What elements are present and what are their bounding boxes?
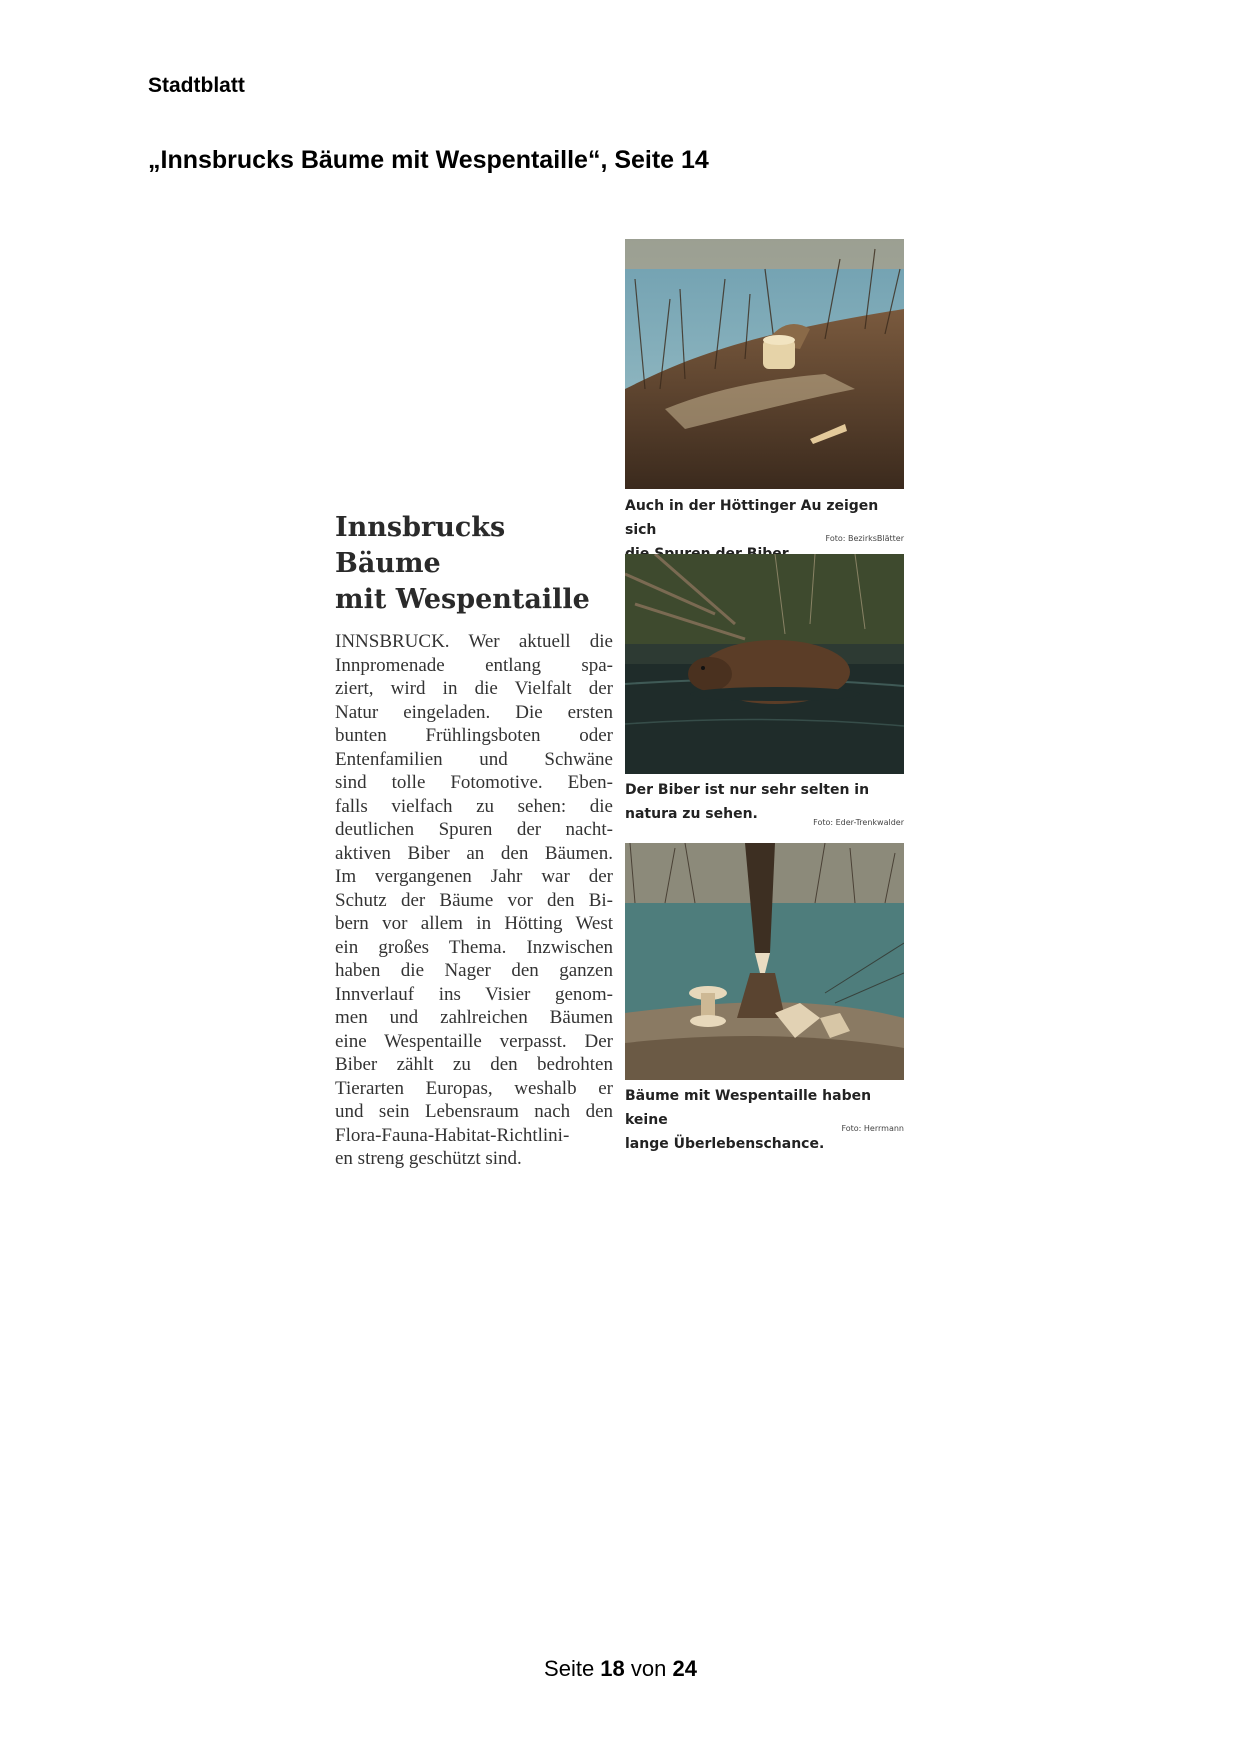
body-line: bunten Frühlingsboten oder (335, 725, 613, 746)
body-line: en streng geschützt sind. (335, 1148, 522, 1169)
headline-line: Innsbrucks Bäume (335, 512, 506, 579)
total-page-count: 24 (672, 1656, 697, 1681)
caption-line: lange Überlebenschance. (625, 1136, 825, 1152)
body-line: sind tolle Fotomotive. Eben- (335, 772, 613, 793)
current-page-number: 18 (600, 1656, 625, 1681)
page-footer (0, 1656, 1241, 1682)
photo-caption (625, 494, 904, 546)
body-line: Tierarten Europas, weshalb er (335, 1077, 613, 1099)
caption-line: Auch in der Höttinger Au zeigen sich (625, 498, 879, 538)
photo-beaver (625, 554, 904, 774)
body-line: und sein Lebensraum nach den (335, 1101, 613, 1122)
headline-line: mit Wespentaille (335, 584, 590, 615)
body-line: men und zahlreichen Bäumen (335, 1007, 613, 1028)
body-line: Entenfamilien und Schwäne (335, 748, 613, 770)
body-line: INNSBRUCK. Wer aktuell die (335, 631, 613, 652)
photo-credit: Foto: Herrmann (841, 1124, 904, 1133)
footer-prefix: Seite (544, 1656, 601, 1681)
body-line: Im vergangenen Jahr war der (335, 866, 613, 887)
body-line: Innverlauf ins Visier genom- (335, 983, 613, 1005)
caption-line: natura zu sehen. (625, 806, 758, 822)
body-line: bern vor allem in Hötting West (335, 913, 613, 934)
body-line: falls vielfach zu sehen: die (335, 795, 613, 817)
body-line: ein großes Thema. Inzwischen (335, 936, 613, 958)
body-line: ziert, wird in die Vielfalt der (335, 678, 613, 699)
photo-gnawed-stump (625, 239, 904, 489)
article-body (335, 630, 613, 1171)
body-line: deutlichen Spuren der nacht- (335, 819, 613, 840)
source-label: Stadtblatt (148, 74, 245, 97)
photo-credit: Foto: Eder-Trenkwalder (813, 818, 904, 827)
article-headline (335, 510, 613, 618)
caption-line: Bäume mit Wespentaille haben keine (625, 1088, 872, 1128)
photo-credit: Foto: BezirksBlätter (825, 534, 904, 543)
document-title: „Innsbrucks Bäume mit Wespentaille“, Seite 14 (148, 146, 709, 174)
body-line: Biber zählt zu den bedrohten (335, 1054, 613, 1075)
body-line: Natur eingeladen. Die ersten (335, 701, 613, 723)
body-line: Innpromenade entlang spa- (335, 654, 613, 676)
body-line: aktiven Biber an den Bäumen. (335, 842, 613, 864)
body-line: eine Wespentaille verpasst. Der (335, 1030, 613, 1052)
caption-line: Der Biber ist nur sehr selten in (625, 782, 870, 798)
body-line: Schutz der Bäume vor den Bi- (335, 889, 613, 911)
photo-caption (625, 778, 904, 830)
photo-caption (625, 1084, 904, 1152)
body-line: Flora-Fauna-Habitat-Richtlini- (335, 1124, 570, 1146)
body-line: haben die Nager den ganzen (335, 960, 613, 981)
photo-wasp-waist-tree (625, 843, 904, 1080)
footer-middle: von (624, 1656, 673, 1681)
article-text-column (335, 510, 613, 1171)
